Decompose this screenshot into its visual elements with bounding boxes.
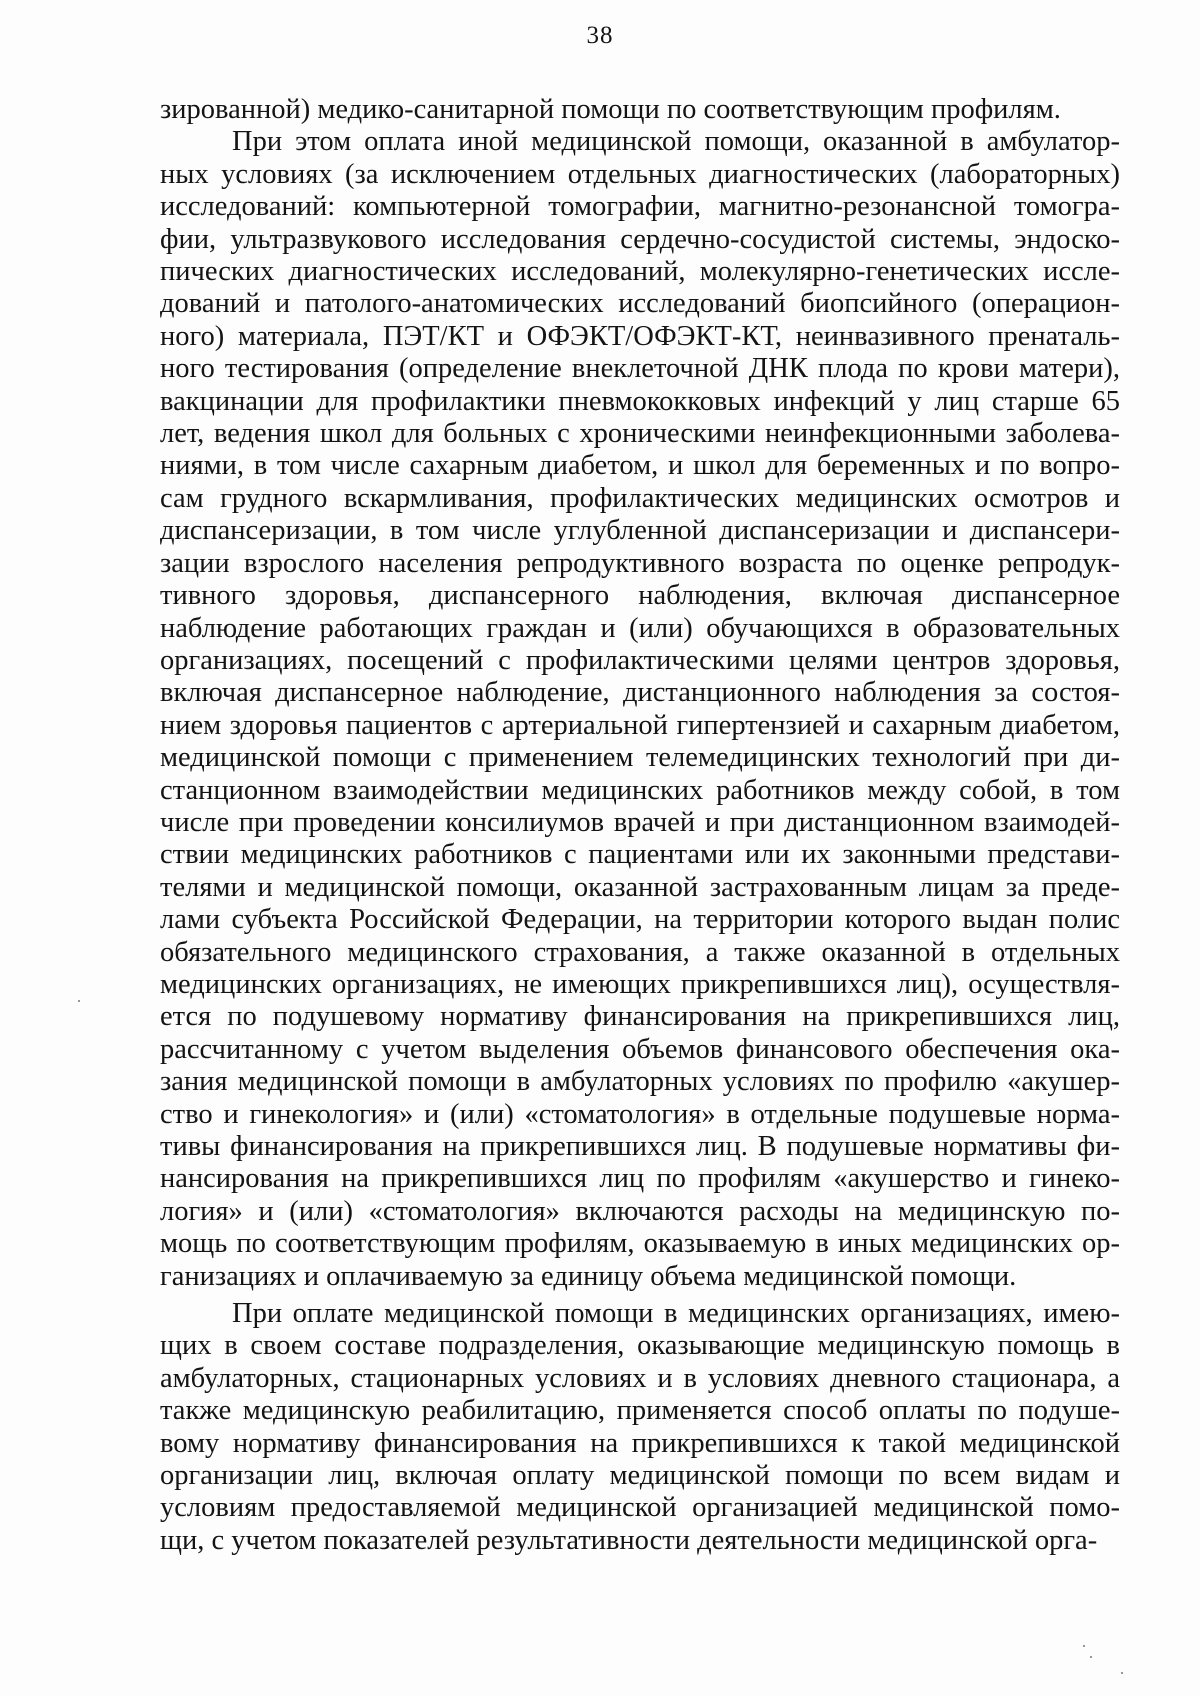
page-number: 38 [586,22,614,49]
text-line: включая диспансерное наблюдение, дистанционного наблюдения за состоя- [160,677,1120,709]
text-line: тивного здоровья, диспансерного наблюдения, включая диспансерное [160,580,1120,612]
text-line: При этом оплата иной медицинской помощи, оказанной в амбулатор- [232,126,1120,158]
paragraph [160,94,1120,126]
document-body [160,94,1120,1557]
text-line: лет, ведения школ для больных с хроническими неинфекционными заболева- [160,418,1120,450]
text-line: логия» и (или) «стоматология» включаются расходы на медицинскую по- [160,1195,1120,1227]
text-line: щи, с учетом показателей результативности деятельности медицинской орга- [160,1524,1098,1556]
scan-speck [78,1000,80,1002]
text-line: вому нормативу финансирования на прикрепившихся к такой медицинской [160,1427,1120,1459]
text-line: числе при проведении консилиумов врачей и при дистанционном взаимодей- [160,806,1120,838]
text-line: наблюдение работающих граждан и (или) обучающихся в образовательных [160,612,1120,644]
text-line: организациях, посещений с профилактическими целями центров здоровья, [160,644,1120,676]
text-line: ного тестирования (определение внеклеточной ДНК плода по крови матери), [160,353,1120,385]
text-line: нансирования на прикрепившихся лиц по профилям «акушерство и гинеко- [160,1163,1120,1195]
paragraph [160,126,1120,1293]
text-line: дований и патолого-анатомических исследований биопсийного (операцион- [160,288,1120,320]
text-line: условиям предоставляемой медицинской организацией медицинской помо- [160,1492,1120,1524]
text-line: рассчитанному с учетом выделения объемов финансового обеспечения ока- [160,1033,1120,1065]
text-line: мощь по соответствующим профилям, оказываемую в иных медицинских ор- [160,1228,1120,1260]
text-line: тивы финансирования на прикрепившихся лиц. В подушевые нормативы фи- [160,1131,1120,1162]
text-line: ется по подушевому нормативу финансирования на прикрепившихся лиц, [160,1001,1120,1033]
text-line: зированной) медико-санитарной помощи по соответствующим профилям. [160,94,1061,125]
text-line: ниями, в том числе сахарным диабетом, и школ для беременных и по вопро- [160,450,1120,482]
text-line: пических диагностических исследований, молекулярно-генетических иссле- [160,256,1120,288]
text-line: сам грудного вскармливания, профилактических медицинских осмотров и [160,482,1120,514]
text-line: также медицинскую реабилитацию, применяется способ оплаты по подуше- [160,1395,1120,1427]
scan-speck [1090,1656,1092,1658]
text-line: вакцинации для профилактики пневмококковых инфекций у лиц старше 65 [160,385,1120,417]
text-line: нием здоровья пациентов с артериальной гипертензией и сахарным диабетом, [160,709,1120,741]
text-line: ствии медицинских работников с пациентами или их законными представи- [160,839,1120,871]
text-line: ство и гинекология» и (или) «стоматология» в отдельные подушевые норма- [160,1098,1120,1130]
text-line: лами субъекта Российской Федерации, на территории которого выдан полис [160,904,1120,936]
text-line: исследований: компьютерной томографии, магнитно-резонансной томогра- [160,191,1120,223]
text-line: обязательного медицинского страхования, а также оказанной в отдельных [160,936,1120,968]
paragraph [160,1298,1120,1557]
text-line: организации лиц, включая оплату медицинской помощи по всем видам и [160,1460,1120,1492]
text-line: ганизациях и оплачиваемую за единицу объема медицинской помощи. [160,1260,1017,1292]
text-line: медицинских организациях, не имеющих прикрепившихся лиц), осуществля- [160,968,1120,1000]
text-line: медицинской помощи с применением телемедицинских технологий при ди- [160,742,1120,774]
text-line: При оплате медицинской помощи в медицинских организациях, имею- [232,1298,1120,1330]
text-line: зания медицинской помощи в амбулаторных условиях по профилю «акушер- [160,1066,1120,1098]
text-line: ного) материала, ПЭТ/КТ и ОФЭКТ/ОФЭКТ-КТ, неинвазивного пренаталь- [160,320,1120,352]
text-line: станционном взаимодействии медицинских работников между собой, в том [160,774,1120,806]
text-line: щих в своем составе подразделения, оказывающие медицинскую помощь в [160,1330,1120,1362]
text-line: диспансеризации, в том числе углубленной диспансеризации и диспансери- [160,515,1120,547]
text-line: ных условиях (за исключением отдельных диагностических (лабораторных) [160,158,1120,190]
text-line: телями и медицинской помощи, оказанной застрахованным лицам за преде- [160,871,1120,903]
scan-speck [1121,1672,1123,1674]
text-line: фии, ультразвукового исследования сердечно-сосудистой системы, эндоско- [160,223,1120,255]
scan-speck [1083,1645,1085,1647]
text-line: амбулаторных, стационарных условиях и в условиях дневного стационара, а [160,1362,1120,1394]
text-line: зации взрослого населения репродуктивного возраста по оценке репродук- [160,547,1120,579]
